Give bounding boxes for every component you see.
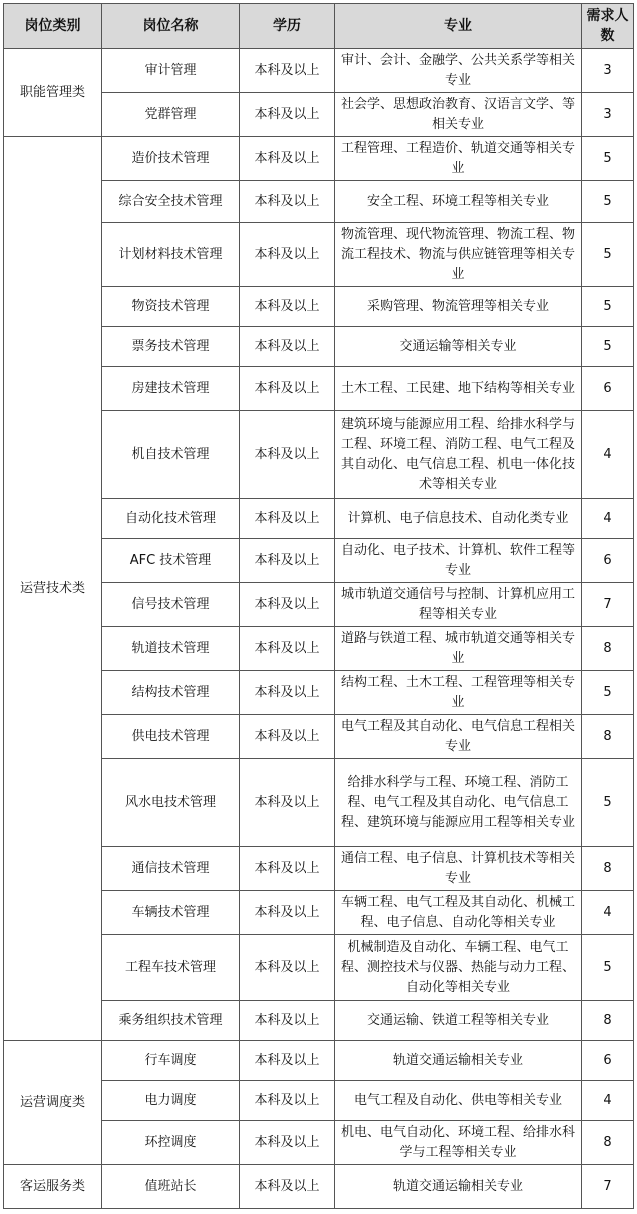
education-cell: 本科及以上 [240,499,335,539]
category-cell: 客运服务类 [4,1165,102,1209]
count-cell: 5 [582,671,634,715]
count-cell: 4 [582,499,634,539]
major-cell: 结构工程、土木工程、工程管理等相关专业 [335,671,582,715]
education-cell: 本科及以上 [240,583,335,627]
count-cell: 5 [582,137,634,181]
education-cell: 本科及以上 [240,847,335,891]
count-cell: 5 [582,327,634,367]
count-cell: 8 [582,715,634,759]
table-row [4,1165,634,1209]
header-count: 需求人数 [582,4,634,49]
position-name-cell: 自动化技术管理 [102,499,240,539]
count-cell: 3 [582,49,634,93]
education-cell: 本科及以上 [240,327,335,367]
education-cell: 本科及以上 [240,223,335,287]
position-name-cell: 乘务组织技术管理 [102,1001,240,1041]
count-cell: 5 [582,759,634,847]
position-name-cell: AFC 技术管理 [102,539,240,583]
count-cell: 8 [582,1121,634,1165]
count-cell: 5 [582,223,634,287]
education-cell: 本科及以上 [240,891,335,935]
education-cell: 本科及以上 [240,671,335,715]
position-name-cell: 党群管理 [102,93,240,137]
position-name-cell: 行车调度 [102,1041,240,1081]
major-cell: 交通运输、铁道工程等相关专业 [335,1001,582,1041]
count-cell: 5 [582,935,634,1001]
education-cell: 本科及以上 [240,1165,335,1209]
major-cell: 采购管理、物流管理等相关专业 [335,287,582,327]
count-cell: 4 [582,411,634,499]
header-major: 专业 [335,4,582,49]
major-cell: 通信工程、电子信息、计算机技术等相关专业 [335,847,582,891]
count-cell: 8 [582,627,634,671]
position-name-cell: 风水电技术管理 [102,759,240,847]
education-cell: 本科及以上 [240,759,335,847]
count-cell: 8 [582,1001,634,1041]
major-cell: 车辆工程、电气工程及其自动化、机械工程、电子信息、自动化等相关专业 [335,891,582,935]
major-cell: 机电、电气自动化、环境工程、给排水科学与工程等相关专业 [335,1121,582,1165]
count-cell: 3 [582,93,634,137]
major-cell: 自动化、电子技术、计算机、软件工程等专业 [335,539,582,583]
education-cell: 本科及以上 [240,367,335,411]
education-cell: 本科及以上 [240,181,335,223]
position-name-cell: 值班站长 [102,1165,240,1209]
header-category: 岗位类别 [4,4,102,49]
education-cell: 本科及以上 [240,93,335,137]
education-cell: 本科及以上 [240,1001,335,1041]
major-cell: 电气工程及自动化、供电等相关专业 [335,1081,582,1121]
position-name-cell: 造价技术管理 [102,137,240,181]
position-name-cell: 环控调度 [102,1121,240,1165]
table-row [4,137,634,181]
education-cell: 本科及以上 [240,627,335,671]
major-cell: 建筑环境与能源应用工程、给排水科学与工程、环境工程、消防工程、电气工程及其自动化、电气信息工程、机电一体化技术等相关专业 [335,411,582,499]
major-cell: 计算机、电子信息技术、自动化类专业 [335,499,582,539]
education-cell: 本科及以上 [240,411,335,499]
education-cell: 本科及以上 [240,935,335,1001]
position-name-cell: 通信技术管理 [102,847,240,891]
education-cell: 本科及以上 [240,1081,335,1121]
recruitment-table [3,3,634,1209]
position-name-cell: 轨道技术管理 [102,627,240,671]
education-cell: 本科及以上 [240,715,335,759]
category-cell: 运营技术类 [4,137,102,1041]
category-cell: 运营调度类 [4,1041,102,1165]
education-cell: 本科及以上 [240,287,335,327]
position-name-cell: 信号技术管理 [102,583,240,627]
major-cell: 道路与铁道工程、城市轨道交通等相关专业 [335,627,582,671]
count-cell: 6 [582,1041,634,1081]
position-name-cell: 计划材料技术管理 [102,223,240,287]
major-cell: 土木工程、工民建、地下结构等相关专业 [335,367,582,411]
major-cell: 机械制造及自动化、车辆工程、电气工程、测控技术与仪器、热能与动力工程、自动化等相关专业 [335,935,582,1001]
position-name-cell: 供电技术管理 [102,715,240,759]
count-cell: 6 [582,539,634,583]
major-cell: 工程管理、工程造价、轨道交通等相关专业 [335,137,582,181]
count-cell: 4 [582,891,634,935]
position-name-cell: 综合安全技术管理 [102,181,240,223]
major-cell: 交通运输等相关专业 [335,327,582,367]
table-row [4,49,634,93]
major-cell: 社会学、思想政治教育、汉语言文学、等相关专业 [335,93,582,137]
major-cell: 物流管理、现代物流管理、物流工程、物流工程技术、物流与供应链管理等相关专业 [335,223,582,287]
position-name-cell: 审计管理 [102,49,240,93]
category-cell: 职能管理类 [4,49,102,137]
table-body [4,49,634,1209]
major-cell: 审计、会计、金融学、公共关系学等相关专业 [335,49,582,93]
position-name-cell: 车辆技术管理 [102,891,240,935]
count-cell: 7 [582,583,634,627]
education-cell: 本科及以上 [240,49,335,93]
count-cell: 8 [582,847,634,891]
header-education: 学历 [240,4,335,49]
count-cell: 7 [582,1165,634,1209]
count-cell: 4 [582,1081,634,1121]
major-cell: 电气工程及其自动化、电气信息工程相关专业 [335,715,582,759]
position-name-cell: 物资技术管理 [102,287,240,327]
header-row [4,4,634,49]
count-cell: 5 [582,287,634,327]
table-row [4,1041,634,1081]
education-cell: 本科及以上 [240,137,335,181]
position-name-cell: 票务技术管理 [102,327,240,367]
education-cell: 本科及以上 [240,1121,335,1165]
position-name-cell: 机自技术管理 [102,411,240,499]
education-cell: 本科及以上 [240,539,335,583]
count-cell: 5 [582,181,634,223]
education-cell: 本科及以上 [240,1041,335,1081]
major-cell: 给排水科学与工程、环境工程、消防工程、电气工程及其自动化、电气信息工程、建筑环境与能源应用工程等相关专业 [335,759,582,847]
count-cell: 6 [582,367,634,411]
major-cell: 轨道交通运输相关专业 [335,1041,582,1081]
header-position: 岗位名称 [102,4,240,49]
major-cell: 安全工程、环境工程等相关专业 [335,181,582,223]
major-cell: 城市轨道交通信号与控制、计算机应用工程等相关专业 [335,583,582,627]
position-name-cell: 结构技术管理 [102,671,240,715]
position-name-cell: 房建技术管理 [102,367,240,411]
major-cell: 轨道交通运输相关专业 [335,1165,582,1209]
position-name-cell: 工程车技术管理 [102,935,240,1001]
position-name-cell: 电力调度 [102,1081,240,1121]
